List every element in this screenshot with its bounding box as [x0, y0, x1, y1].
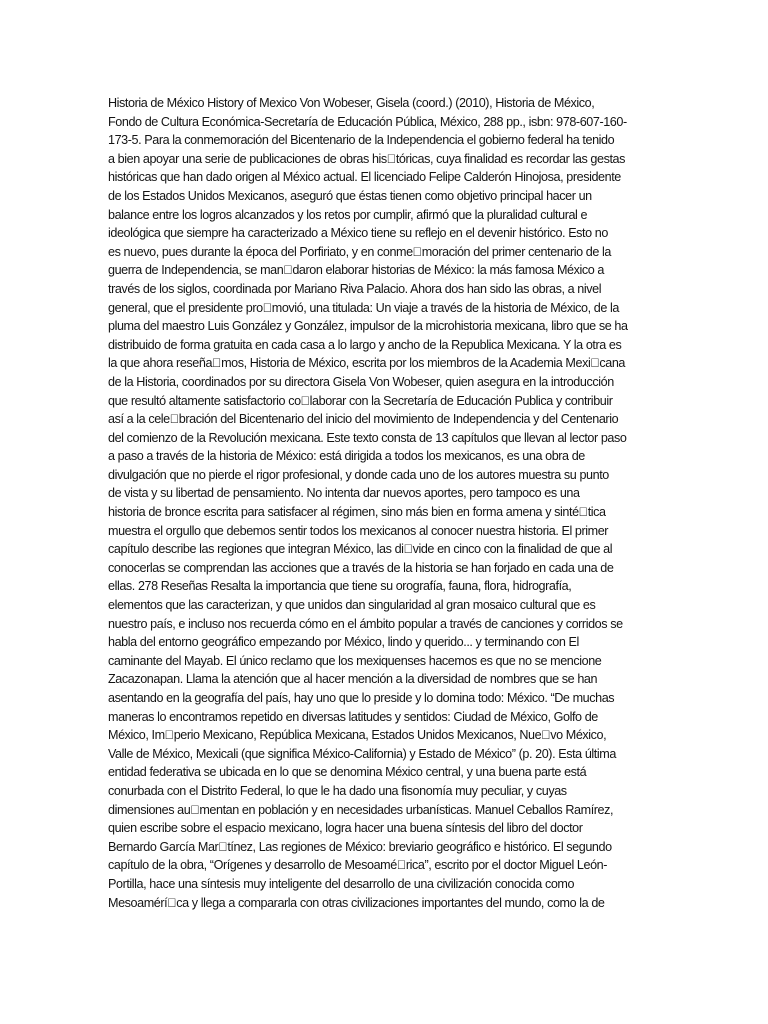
- text-line: conurbada con el Distrito Federal, lo que le ha dado una fisonomía muy peculiar, y cuyas: [108, 783, 567, 798]
- text-line: maneras lo encontramos repetido en diversas latitudes y sentidos: Ciudad de México, Golfo de: [108, 709, 598, 724]
- text-line: asentando en la geografía del país, hay uno que lo preside y lo domina todo: México. “De muchas: [108, 691, 615, 705]
- text-line: historia de bronce escrita para satisfacer al régimen, sino más bien en forma amena y sinté tica: [108, 505, 606, 520]
- text-line: históricas que han dado origen al México actual. El licenciado Felipe Calderón Hinojosa, presidente: [108, 170, 621, 185]
- text-line: Zacazonapan. Llama la atención que al hacer mención a la diversidad de nombres que se han: [108, 672, 598, 687]
- text-line: divulgación que no pierde el rigor profesional, y donde cada uno de los autores muestra su punto: [108, 467, 609, 482]
- text-line: de la Historia, coordinados por su directora Gisela Von Wobeser, quien asegura en la introducción: [108, 374, 614, 389]
- text-line: Mesoamérí ca y llega a compararla con otras civilizaciones importantes del mundo, como la de: [108, 895, 605, 910]
- body-text: [108, 94, 668, 912]
- text-line: que resultó altamente satisfactorio co laborar con la Secretaría de Educación Publica y contribuir: [108, 393, 613, 408]
- text-line: habla del entorno geográfico empezando por México, lindo y querido... y terminando con El: [108, 635, 579, 650]
- text-line: de los Estados Unidos Mexicanos, aseguró que éstas tienen como objetivo principal hacer un: [108, 188, 592, 203]
- text-line: la que ahora reseña mos, Historia de México, escrita por los miembros de la Academia Mexi cana: [108, 356, 625, 371]
- text-line: elementos que las caracterizan, y que unidos dan singularidad al gran mosaico cultural que es: [108, 598, 596, 613]
- text-line: a paso a través de la historia de México: está dirigida a todos los mexicanos, es una obra de: [108, 449, 585, 464]
- text-line: través de los siglos, coordinada por Mariano Riva Palacio. Ahora dos han sido las obras, a nivel: [108, 281, 602, 296]
- text-line: a bien apoyar una serie de publicaciones de obras his tóricas, cuya finalidad es recordar las gestas: [108, 151, 625, 166]
- text-line: Bernardo García Mar tínez, Las regiones de México: breviario geográfico e histórico. El segundo: [108, 839, 612, 854]
- text-line: distribuido de forma gratuita en cada casa a lo largo y ancho de la Republica Mexicana. Y la otra es: [108, 337, 622, 352]
- text-line: muestra el orgullo que debemos sentir todos los mexicanos al conocer nuestra historia. El primer: [108, 523, 609, 538]
- text-line: ideológica que siempre ha caracterizado a México tiene su reflejo en el devenir histórico. Esto no: [108, 226, 608, 241]
- text-line: Portilla, hace una síntesis muy inteligente del desarrollo de una civilización conocida como: [108, 876, 575, 891]
- text-line: México, Im perio Mexicano, República Mexicana, Estados Unidos Mexicanos, Nue vo México,: [108, 728, 607, 743]
- text-line: 173-5. Para la conmemoración del Bicentenario de la Independencia el gobierno federal ha tenido: [108, 133, 615, 148]
- text-line: es nuevo, pues durante la época del Porfiriato, y en conme moración del primer centenario de la: [108, 244, 611, 259]
- text-line: capítulo describe las regiones que integran México, las di vide en cinco con la finalidad de que al: [108, 542, 613, 557]
- text-line: guerra de Independencia, se man daron elaborar historias de México: la más famosa México a: [108, 263, 604, 278]
- text-line: Historia de México History of Mexico Von Wobeser, Gisela (coord.) (2010), Historia de México,: [108, 96, 595, 110]
- text-line: conocerlas se comprendan las acciones que a través de la historia se han forjado en cada una de: [108, 560, 614, 575]
- text-line: capítulo de la obra, “Orígenes y desarrollo de Mesoamé rica”, escrito por el doctor Miguel León-: [108, 858, 608, 873]
- text-line: Fondo de Cultura Económica-Secretaría de Educación Pública, México, 288 pp., isbn: 978-607-160-: [108, 114, 627, 129]
- text-line: caminante del Mayab. El único reclamo que los mexiquenses hacemos es que no se mencione: [108, 653, 602, 668]
- text-line: Valle de México, Mexicali (que significa México-California) y Estado de México” (p. 20). Esta última: [108, 746, 616, 761]
- text-line: entidad federativa se ubicada en lo que se denomina México central, y una buena parte está: [108, 765, 587, 780]
- text-line: ellas. 278 Reseñas Resalta la importancia que tiene su orografía, fauna, flora, hidrografía,: [108, 579, 572, 594]
- text-line: así a la cele bración del Bicentenario del inicio del movimiento de Independencia y del Centenario: [108, 412, 619, 427]
- text-line: general, que el presidente pro movió, una titulada: Un viaje a través de la historia de México, de la: [108, 300, 619, 315]
- text-line: del comienzo de la Revolución mexicana. Este texto consta de 13 capítulos que llevan al lector paso: [108, 430, 627, 445]
- text-line: dimensiones au mentan en población y en necesidades urbanísticas. Manuel Ceballos Ramírez,: [108, 802, 614, 817]
- text-line: pluma del maestro Luis González y González, impulsor de la microhistoria mexicana, libro que se ha: [108, 319, 628, 334]
- text-line: balance entre los logros alcanzados y los retos por cumplir, afirmó que la pluralidad cultural e: [108, 207, 588, 222]
- text-line: de vista y su libertad de pensamiento. No intenta dar nuevos aportes, pero tampoco es una: [108, 486, 580, 501]
- text-line: quien escribe sobre el espacio mexicano, logra hacer una buena síntesis del libro del doctor: [108, 821, 583, 836]
- text-line: nuestro país, e incluso nos recuerda cómo en el ámbito popular a través de canciones y corridos se: [108, 616, 623, 631]
